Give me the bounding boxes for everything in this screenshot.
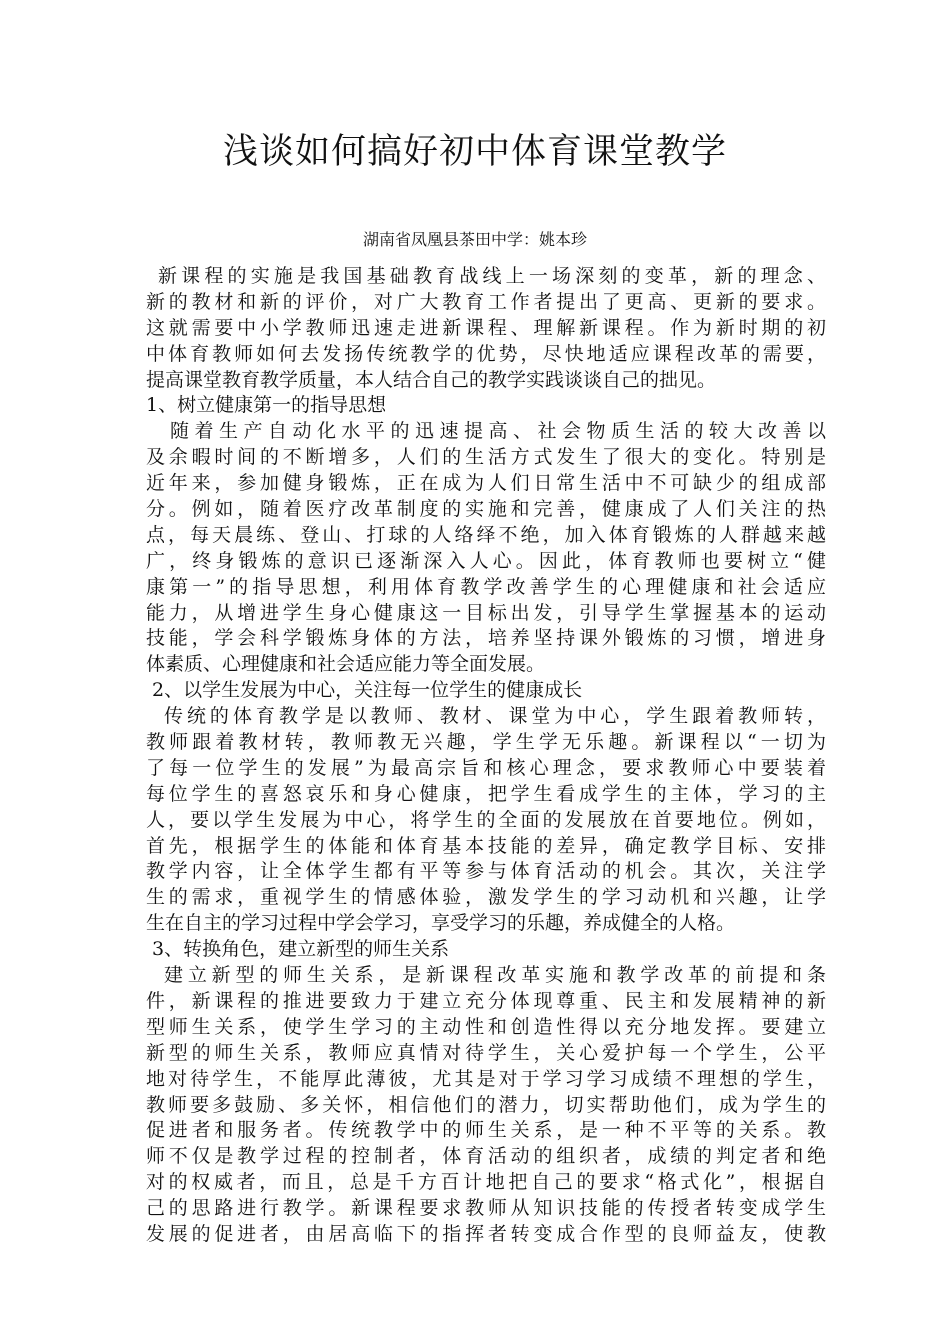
text-line: 近年来，参加健身锻炼，正在成为人们日常生活中不可缺少的组成部 — [146, 472, 826, 495]
text-line: 能力，从增进学生身心健康这一目标出发，引导学生掌握基本的运动 — [146, 601, 826, 624]
text-line: 地对待学生，不能厚此薄彼，尤其是对于学习学习成绩不理想的学生， — [146, 1067, 826, 1090]
text-line: 首先，根据学生的体能和体育基本技能的差异，确定教学目标、安排 — [146, 834, 826, 857]
text-line: 建立新型的师生关系，是新课程改革实施和教学改革的前提和条 — [164, 964, 826, 987]
text-line: 师不仅是教学过程的控制者，体育活动的组织者，成绩的判定者和绝 — [146, 1145, 826, 1168]
text-line: 每位学生的喜怒哀乐和身心健康，把学生看成学生的主体，学习的主 — [146, 782, 826, 805]
section-heading: 2、以学生发展为中心，关注每一位学生的健康成长 — [152, 679, 583, 702]
text-line: 促进者和服务者。传统教学中的师生关系，是一种不平等的关系。教 — [146, 1119, 826, 1142]
text-line: 新型的师生关系，教师应真情对待学生，关心爱护每一个学生，公平 — [146, 1041, 826, 1064]
text-line: 生的需求，重视学生的情感体验，激发学生的学习动机和兴趣，让学 — [146, 886, 826, 909]
text-line: 随着生产自动化水平的迅速提高、社会物质生活的较大改善以 — [170, 420, 826, 443]
text-line: 分。例如，随着医疗改革制度的实施和完善，健康成了人们关注的热 — [146, 498, 826, 521]
text-line: 技能，学会科学锻炼身体的方法，培养坚持课外锻炼的习惯，增进身 — [146, 627, 826, 650]
text-line: 己的思路进行教学。新课程要求教师从知识技能的传授者转变成学生 — [146, 1197, 826, 1220]
text-line: 教学内容，让全体学生都有平等参与体育活动的机会。其次，关注学 — [146, 860, 826, 883]
text-line: 人，要以学生发展为中心，将学生的全面的发展放在首要地位。例如， — [146, 808, 826, 831]
text-line: 提高课堂教育教学质量，本人结合自己的教学实践谈谈自己的拙见。 — [146, 368, 717, 391]
author-line: 湖南省凤凰县茶田中学：姚本珍 — [362, 230, 587, 249]
text-line: 点，每天晨练、登山、打球的人络绎不绝，加入体育锻炼的人群越来越 — [146, 523, 826, 546]
text-line: 新的教材和新的评价，对广大教育工作者提出了更高、更新的要求。 — [146, 290, 826, 313]
text-line: 中体育教师如何去发扬传统教学的优势，尽快地适应课程改革的需要， — [146, 342, 826, 365]
text-line: 件，新课程的推进要致力于建立充分体现尊重、民主和发展精神的新 — [146, 989, 826, 1012]
text-line: 传统的体育教学是以教师、教材、课堂为中心，学生跟着教师转， — [164, 705, 826, 728]
text-line: 新课程的实施是我国基础教育战线上一场深刻的变革，新的理念、 — [158, 265, 826, 287]
text-line: 生在自主的学习过程中学会学习，享受学习的乐趣，养成健全的人格。 — [146, 912, 736, 935]
text-line: 发展的促进者，由居高临下的指挥者转变成合作型的良师益友，使教 — [146, 1222, 826, 1245]
text-line: 及余暇时间的不断增多，人们的生活方式发生了很大的变化。特别是 — [146, 446, 826, 469]
text-line: 康第一”的指导思想，利用体育教学改善学生的心理健康和社会适应 — [146, 575, 826, 598]
text-line: 教师要多鼓励、多关怀，相信他们的潜力，切实帮助他们，成为学生的 — [146, 1093, 826, 1116]
text-line: 型师生关系，使学生学习的主动性和创造性得以充分地发挥。要建立 — [146, 1015, 826, 1038]
text-line: 了每一位学生的发展”为最高宗旨和核心理念，要求教师心中要装着 — [146, 756, 826, 779]
text-line: 广，终身锻炼的意识已逐渐深入人心。因此，体育教师也要树立“健 — [146, 549, 826, 572]
body-text — [146, 264, 826, 1248]
text-line: 体素质、心理健康和社会适应能力等全面发展。 — [146, 653, 546, 676]
section-heading: 1、树立健康第一的指导思想 — [146, 394, 387, 417]
section-heading: 3、转换角色，建立新型的师生关系 — [152, 938, 450, 961]
text-line: 这就需要中小学教师迅速走进新课程、理解新课程。作为新时期的初 — [146, 316, 826, 339]
document-title: 浅谈如何搞好初中体育课堂教学 — [222, 132, 727, 172]
text-line: 对的权威者，而且，总是千方百计地把自己的要求“格式化”，根据自 — [146, 1171, 826, 1194]
text-line: 教师跟着教材转，教师教无兴趣，学生学无乐趣。新课程以“一切为 — [146, 731, 826, 754]
